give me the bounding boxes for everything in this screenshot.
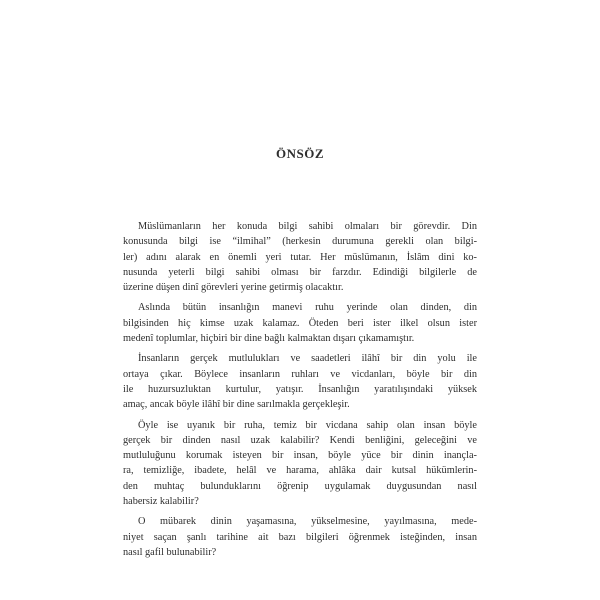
paragraph — [123, 300, 477, 346]
text-line: medenî toplumlar, hiçbiri bir dine bağlı kalmaktan dışarı çıkamamıştır. — [123, 333, 415, 345]
text-line: habersiz kalabilir? — [123, 496, 199, 508]
paragraph — [123, 514, 477, 560]
text-line: ile huzursuzluktan kurtulur, yatışır. İnsanlığın yaratılışındaki yüksek — [123, 383, 477, 395]
chapter-title: ÖNSÖZ — [275, 146, 324, 161]
paragraph — [123, 219, 477, 295]
paragraph — [123, 351, 477, 412]
text-line: Aslında bütün insanlığın manevi ruhu yerinde olan dinden, din — [138, 302, 477, 314]
text-line: niyet saçan şanlı tarihine ait bazı bilgileri öğrenmek isteğinden, insan — [123, 531, 477, 543]
text-line: üzerine düşen dinî görevleri yerine getirmiş olacaktır. — [123, 282, 344, 294]
text-line: Müslümanların her konuda bilgi sahibi olmaları bir görevdir. Din — [138, 221, 477, 232]
text-line: ra, temizliğe, ibadete, helâl ve harama, ahlâka dair kutsal hükümlerin- — [123, 465, 477, 477]
text-line: nasıl gafil bulunabilir? — [123, 546, 217, 558]
text-line: konusunda bilgi ise “ilmihal” (herkesin durumuna gerekli olan bilgi- — [123, 236, 477, 248]
text-line: ler) adını alarak en önemli yeri tutar. Her müslümanın, İslâm dini ko- — [123, 251, 477, 263]
text-line: gerçek bir dinden nasıl uzak kalabilir? Kendi benliğini, geleceğini ve — [123, 434, 477, 446]
text-line: Öyle ise uyanık bir ruha, temiz bir vicdana sahip olan insan böyle — [138, 419, 477, 431]
page-body — [123, 219, 477, 565]
text-line: bilgisinden hiç kimse uzak kalamaz. Öteden beri ister ilkel olsun ister — [123, 317, 477, 329]
text-line: O mübarek dinin yaşamasına, yükselmesine, yayılmasına, mede- — [138, 516, 477, 528]
text-line: nusunda yeterli bilgi sahibi olması bir farzdır. Edindiği bilgilerle de — [123, 266, 477, 278]
text-line: mutluluğunu korumak isteyen bir insan, böyle yüce bir dinin inançla- — [123, 450, 477, 462]
text-line: İnsanların gerçek mutlulukları ve saadetleri ilâhî bir din yolu ile — [138, 353, 477, 365]
paragraph — [123, 418, 477, 510]
text-line: den muhtaç bulunduklarını öğrenip uygulamak duygusundan nasıl — [123, 480, 477, 492]
text-line: amaç, ancak böyle ilâhî bir dine sarılmakla gerçekleşir. — [123, 399, 350, 411]
text-line: ortaya çıkar. Böylece insanların ruhları ve vicdanları, böyle bir din — [123, 368, 477, 380]
